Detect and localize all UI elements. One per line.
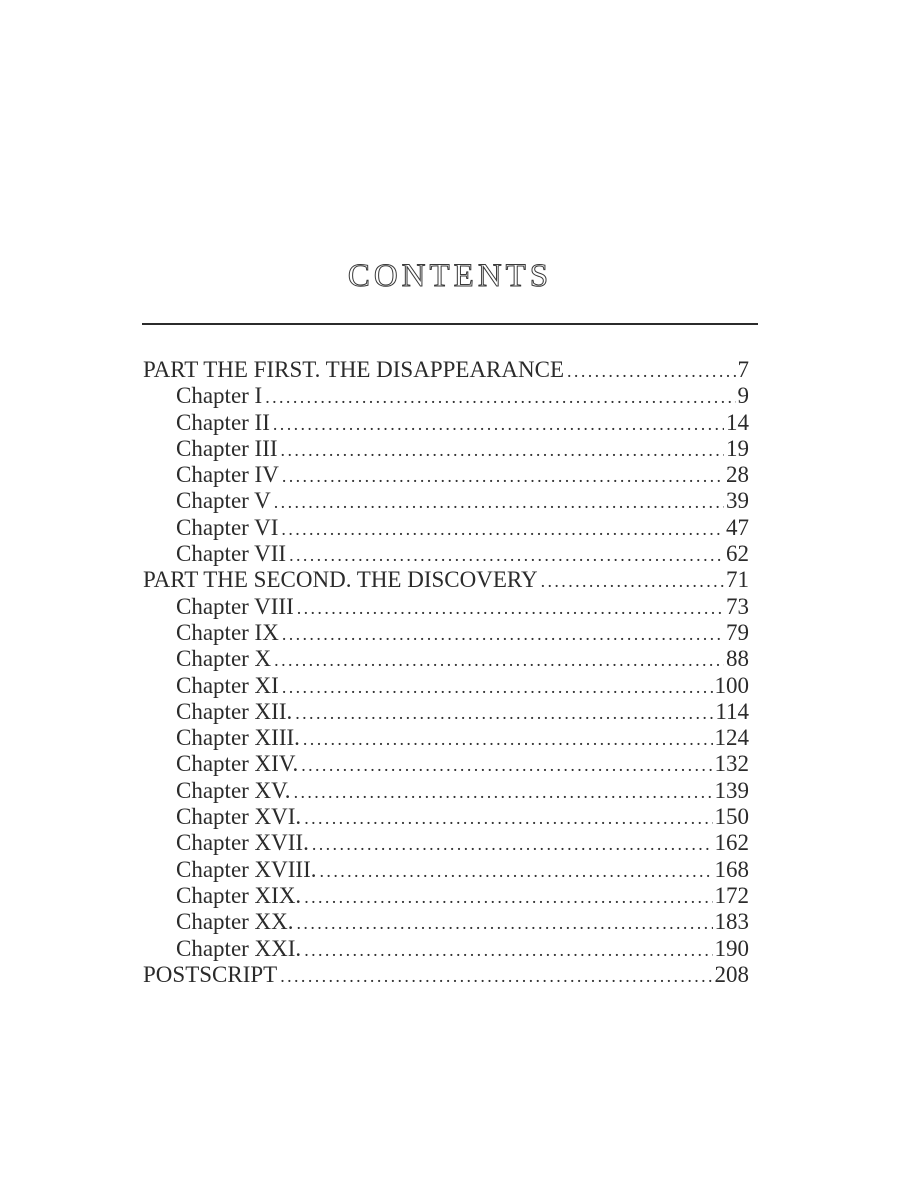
entry-page-number: 183 [714, 909, 749, 935]
entry-label: POSTSCRIPT [143, 961, 278, 987]
dot-leader [304, 805, 712, 830]
entry-label: PART THE SECOND. THE DISCOVERY [143, 567, 538, 593]
dot-leader [312, 831, 713, 856]
dot-leader [304, 884, 712, 909]
toc-chapter-entry [143, 725, 749, 751]
entry-page-number: 162 [714, 830, 749, 856]
entry-page-number: 114 [715, 698, 749, 724]
dot-leader [282, 621, 724, 646]
entry-label: Chapter XIV. [176, 751, 299, 777]
entry-page-number: 7 [737, 357, 749, 382]
entry-page-number: 100 [714, 672, 749, 698]
entry-label: Chapter XV. [176, 777, 291, 803]
entry-page-number: 168 [714, 856, 749, 882]
entry-page-number: 9 [737, 383, 749, 409]
entry-page-number: 190 [714, 935, 749, 961]
entry-label: Chapter XI [176, 672, 279, 698]
entry-label: Chapter XVIII. [176, 856, 317, 882]
entry-page-number: 14 [726, 409, 749, 435]
entry-label: Chapter IX [176, 619, 279, 645]
entry-label: Chapter III [176, 435, 278, 461]
entry-label: Chapter VIII [176, 593, 294, 619]
dot-leader [297, 595, 724, 620]
toc-chapter-entry [143, 857, 749, 883]
toc-chapter-entry [143, 883, 749, 909]
dot-leader [301, 752, 712, 777]
entry-page-number: 62 [726, 541, 749, 567]
toc-chapter-entry [143, 488, 749, 514]
entry-label: Chapter IV [176, 462, 279, 488]
toc-chapter-entry [143, 515, 749, 541]
entry-page-number: 19 [726, 435, 749, 461]
page-title: CONTENTS [347, 258, 553, 294]
entry-label: Chapter XII. [176, 698, 293, 724]
entry-label: Chapter XX. [176, 909, 294, 935]
entry-page-number: 47 [726, 514, 749, 540]
entry-label: Chapter XVI. [176, 804, 302, 830]
dot-leader [295, 700, 713, 725]
entry-page-number: 139 [714, 777, 749, 803]
toc-part-entry [143, 567, 749, 593]
entry-page-number: 208 [714, 961, 749, 987]
entry-label: Chapter VII [176, 541, 287, 567]
toc-chapter-entry [143, 909, 749, 935]
dot-leader [280, 963, 712, 988]
dot-leader [320, 858, 713, 883]
entry-page-number: 172 [714, 882, 749, 908]
entry-page-number: 79 [726, 619, 749, 645]
dot-leader [274, 647, 724, 672]
title-divider [142, 323, 758, 325]
entry-label: PART THE FIRST. THE DISAPPEARANCE [143, 357, 565, 382]
dot-leader [274, 489, 724, 514]
entry-label: Chapter X [176, 646, 272, 672]
toc-chapter-entry [143, 620, 749, 646]
dot-leader [289, 542, 724, 567]
entry-page-number: 71 [726, 567, 749, 593]
entry-page-number: 124 [714, 725, 749, 751]
toc-chapter-entry [143, 830, 749, 856]
entry-page-number: 88 [726, 646, 749, 672]
toc-chapter-entry [143, 936, 749, 962]
table-of-contents [143, 357, 749, 988]
dot-leader [282, 463, 724, 488]
toc-chapter-entry [143, 751, 749, 777]
dot-leader [303, 726, 713, 751]
dot-leader [281, 437, 724, 462]
entry-label: Chapter II [176, 409, 270, 435]
entry-label: Chapter I [176, 383, 263, 409]
entry-label: Chapter V [176, 488, 271, 514]
dot-leader [567, 358, 735, 383]
entry-label: Chapter XVII. [176, 830, 309, 856]
toc-chapter-entry [143, 699, 749, 725]
dot-leader [273, 411, 724, 436]
toc-chapter-entry [143, 673, 749, 699]
toc-chapter-entry [143, 646, 749, 672]
entry-label: Chapter XXI. [176, 935, 302, 961]
toc-chapter-entry [143, 594, 749, 620]
dot-leader [265, 384, 735, 409]
toc-chapter-entry [143, 804, 749, 830]
toc-chapter-entry [143, 383, 749, 409]
toc-chapter-entry [143, 778, 749, 804]
entry-page-number: 150 [714, 804, 749, 830]
dot-leader [297, 910, 713, 935]
toc-chapter-entry [143, 410, 749, 436]
entry-label: Chapter XIX. [176, 882, 302, 908]
dot-leader [541, 568, 724, 593]
dot-leader [282, 674, 713, 699]
entry-label: Chapter XIII. [176, 725, 300, 751]
dot-leader [304, 937, 712, 962]
entry-page-number: 73 [726, 593, 749, 619]
dot-leader [281, 516, 724, 541]
entry-label: Chapter VI [176, 514, 279, 540]
entry-page-number: 132 [714, 751, 749, 777]
toc-chapter-entry [143, 541, 749, 567]
entry-page-number: 39 [726, 488, 749, 514]
toc-part-entry [143, 962, 749, 988]
toc-chapter-entry [143, 436, 749, 462]
toc-chapter-entry [143, 462, 749, 488]
toc-part-entry [143, 357, 749, 383]
dot-leader [294, 779, 713, 804]
entry-page-number: 28 [726, 462, 749, 488]
